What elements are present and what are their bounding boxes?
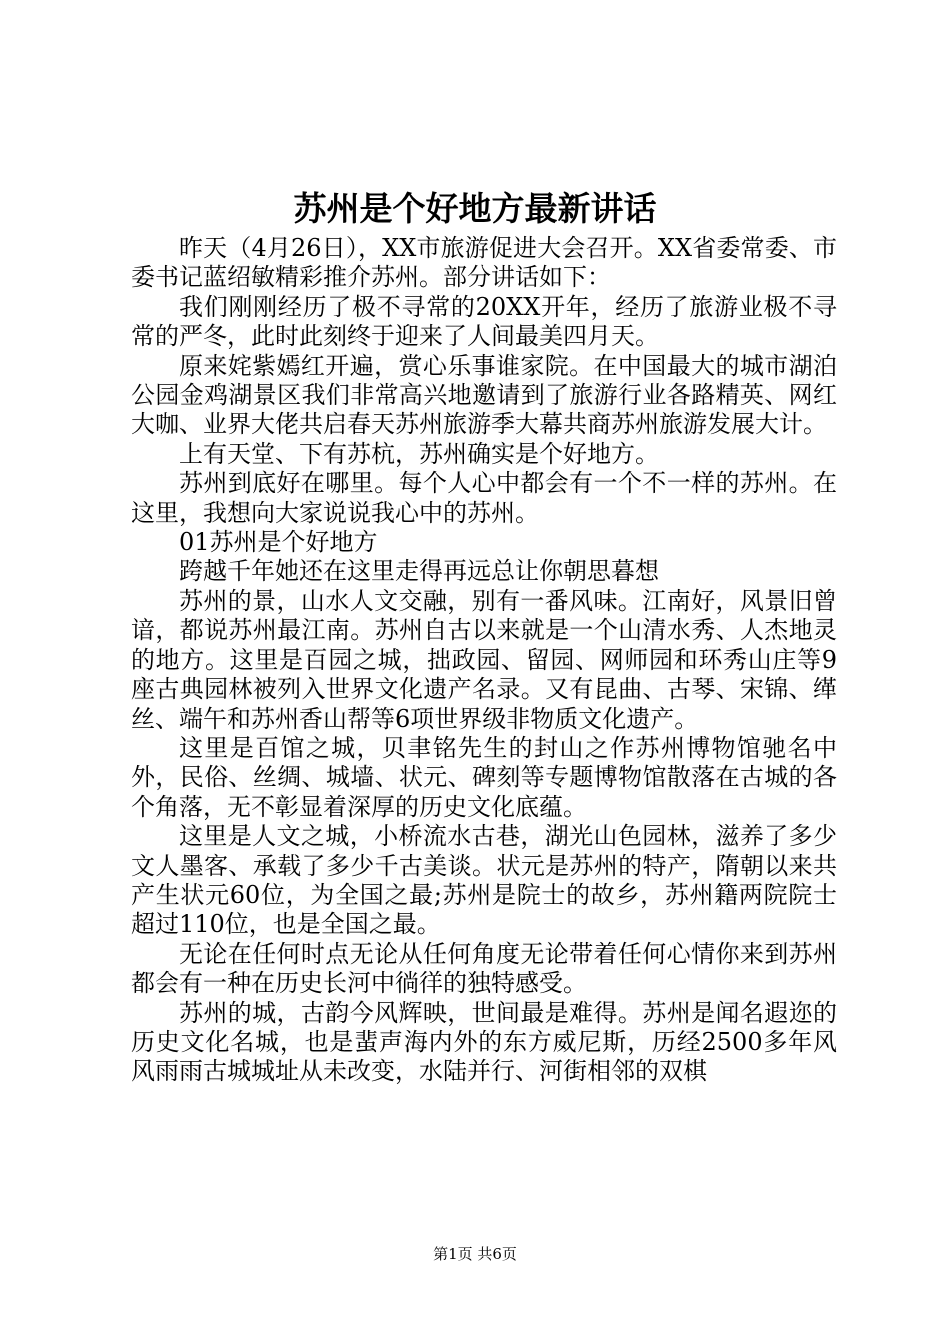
document-body xyxy=(131,234,837,1087)
paragraph: 我们刚刚经历了极不寻常的20XX开年，经历了旅游业极不寻常的严冬，此时此刻终于迎来了人间最美四月天。 xyxy=(131,292,837,351)
paragraph: 上有天堂、下有苏杭，苏州确实是个好地方。 xyxy=(179,439,659,468)
section-subheading: 跨越千年她还在这里走得再远总让你朝思暮想 xyxy=(179,557,659,586)
paragraph: 这里是百馆之城，贝聿铭先生的封山之作苏州博物馆驰名中外，民俗、丝绸、城墙、状元、碑刻等专题博物馆散落在古城的各个角落，无不彰显着深厚的历史文化底蕴。 xyxy=(131,733,837,821)
paragraph: 苏州的景，山水人文交融，别有一番风味。江南好，风景旧曾谙，都说苏州最江南。苏州自古以来就是一个山清水秀、人杰地灵的地方。这里是百园之城，拙政园、留园、网师园和环秀山庄等9座古典园林被列入世界文化遗产名录。又有昆曲、古琴、宋锦、缂丝、端午和苏州香山帮等6项世界级非物质文化遗产。 xyxy=(131,586,837,733)
page-title: 苏州是个好地方最新讲话 xyxy=(293,189,657,228)
paragraph: 这里是人文之城，小桥流水古巷，湖光山色园林，滋养了多少文人墨客、承载了多少千古美谈。状元是苏州的特产，隋朝以来共产生状元60位，为全国之最;苏州是院士的故乡，苏州籍两院院士超过110位，也是全国之最。 xyxy=(131,822,837,939)
page-number: 第1页 共6页 xyxy=(433,1245,517,1263)
paragraph: 原来姹紫嫣红开遍，赏心乐事谁家院。在中国最大的城市湖泊公园金鸡湖景区我们非常高兴地邀请到了旅游行业各路精英、网红大咖、业界大佬共启春天苏州旅游季大幕共商苏州旅游发展大计。 xyxy=(131,351,837,439)
paragraph: 苏州到底好在哪里。每个人心中都会有一个不一样的苏州。在这里，我想向大家说说我心中的苏州。 xyxy=(131,469,837,527)
paragraph: 昨天（4月26日），XX市旅游促进大会召开。XX省委常委、市委书记蓝绍敏精彩推介苏州。部分讲话如下： xyxy=(131,234,837,292)
paragraph: 无论在任何时点无论从任何角度无论带着任何心情你来到苏州都会有一种在历史长河中徜徉的独特感受。 xyxy=(131,939,837,998)
paragraph: 苏州的城，古韵今风辉映，世间最是难得。苏州是闻名遐迩的历史文化名城，也是蜚声海内外的东方威尼斯，历经2500多年风风雨雨古城城址从未改变，水陆并行、河街相邻的双棋 xyxy=(131,998,837,1086)
section-heading: 01苏州是个好地方 xyxy=(179,528,378,557)
